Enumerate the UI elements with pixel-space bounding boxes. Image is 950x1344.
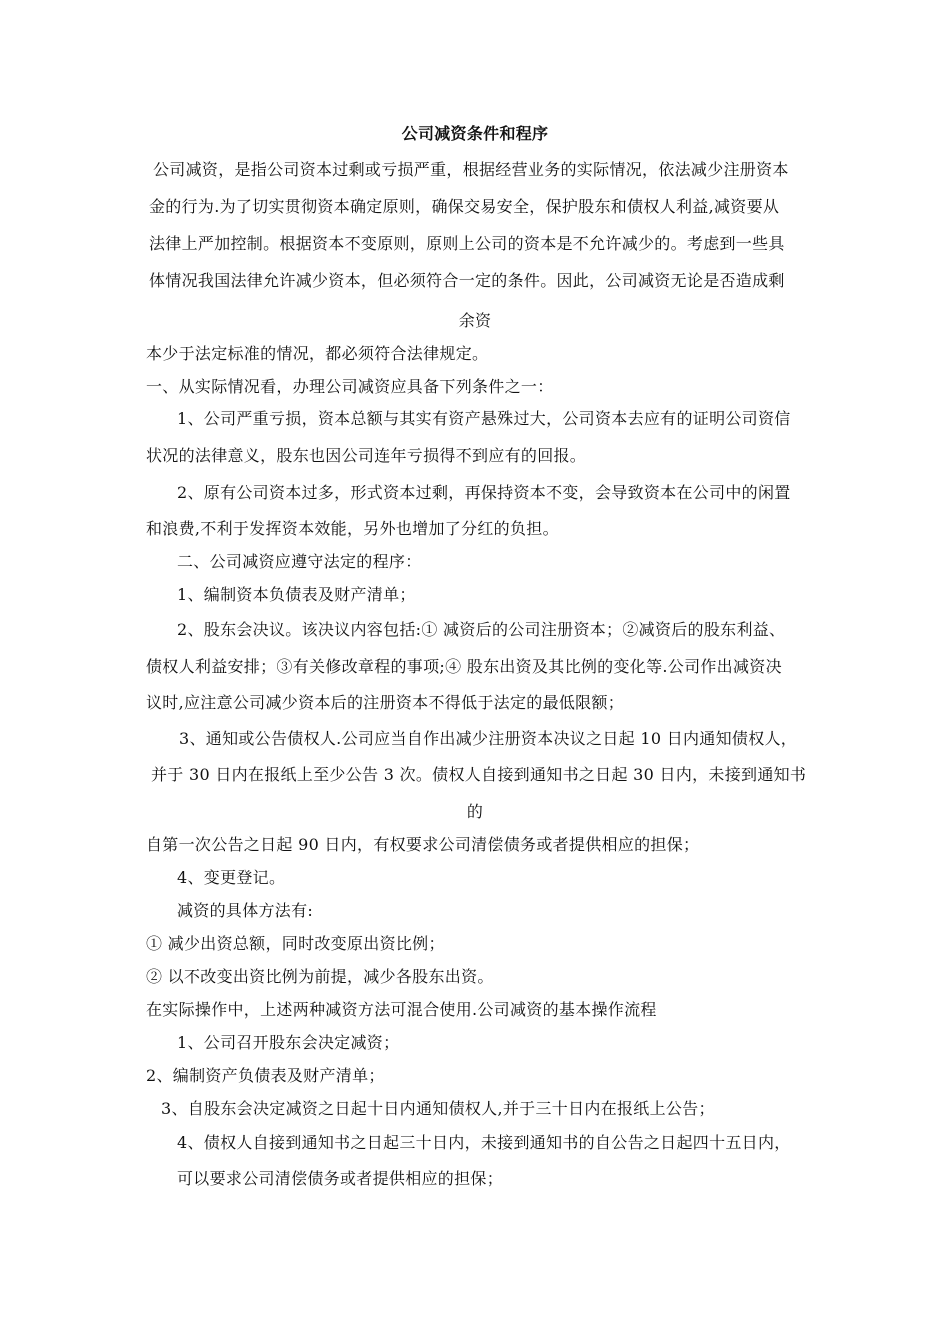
list-item: 2、编制资产负债表及财产清单；: [146, 1066, 385, 1085]
section-heading: 二、公司减资应遵守法定的程序：: [177, 552, 422, 571]
paragraph-line: 余资: [458, 311, 492, 330]
paragraph-line: 本少于法定标准的情况，都必须符合法律规定。: [146, 344, 489, 363]
list-item: ① 减少出资总额，同时改变原出资比例；: [146, 934, 445, 953]
paragraph-line: 公司减资，是指公司资本过剩或亏损严重，根据经营业务的实际情况，依法减少注册资本: [153, 160, 789, 179]
paragraph-line: 自第一次公告之日起 90 日内，有权要求公司清偿债务或者提供相应的担保；: [146, 835, 700, 854]
section-heading: 一、从实际情况看，办理公司减资应具备下列条件之一：: [146, 377, 554, 396]
paragraph-line: 1、公司严重亏损，资本总额与其实有资产悬殊过大，公司资本去应有的证明公司资信: [177, 409, 791, 428]
list-item: 2、股东会决议。该决议内容包括:① 减资后的公司注册资本；②减资后的股东利益、: [177, 620, 786, 639]
paragraph-line: 在实际操作中，上述两种减资方法可混合使用.公司减资的基本操作流程: [146, 1000, 657, 1019]
list-item: 4、变更登记。: [177, 868, 286, 887]
document-title: 公司减资条件和程序: [401, 124, 549, 143]
list-item: 3、通知或公告债权人.公司应当自作出减少注册资本决议之日起 10 日内通知债权人，: [179, 729, 798, 748]
paragraph-line: 2、原有公司资本过多，形式资本过剩，再保持资本不变，会导致资本在公司中的闲置: [177, 483, 791, 502]
paragraph-line: 可以要求公司清偿债务或者提供相应的担保；: [177, 1169, 504, 1188]
paragraph-line: 状况的法律意义，股东也因公司连年亏损得不到应有的回报。: [146, 446, 587, 465]
paragraph-line: 金的行为.为了切实贯彻资本确定原则，确保交易安全，保护股东和债权人利益,减资要从: [149, 197, 780, 216]
paragraph-line: 债权人利益安排；③有关修改章程的事项;④ 股东出资及其比例的变化等.公司作出减资决: [146, 657, 782, 676]
list-item: 1、公司召开股东会决定减资；: [177, 1033, 400, 1052]
list-item: 1、编制资本负债表及财产清单；: [177, 585, 416, 604]
list-item: 4、债权人自接到通知书之日起三十日内，未接到通知书的自公告之日起四十五日内，: [177, 1133, 791, 1152]
list-item: ② 以不改变出资比例为前提，减少各股东出资。: [146, 967, 494, 986]
paragraph-line: 体情况我国法律允许减少资本，但必须符合一定的条件。因此，公司减资无论是否造成剩: [149, 271, 785, 290]
paragraph-line: 并于 30 日内在报纸上至少公告 3 次。债权人自接到通知书之日起 30 日内，未接到通知书: [151, 765, 807, 784]
paragraph-line: 减资的具体方法有:: [177, 901, 314, 920]
paragraph-line: 和浪费,不利于发挥资本效能，另外也增加了分红的负担。: [146, 519, 559, 538]
paragraph-line: 法律上严加控制。根据资本不变原则，原则上公司的资本是不允许减少的。考虑到一些具: [149, 234, 785, 253]
paragraph-line: 议时,应注意公司减少资本后的注册资本不得低于法定的最低限额；: [146, 693, 625, 712]
paragraph-line: 的: [466, 802, 484, 821]
list-item: 3、自股东会决定减资之日起十日内通知债权人,并于三十日内在报纸上公告；: [161, 1099, 715, 1118]
